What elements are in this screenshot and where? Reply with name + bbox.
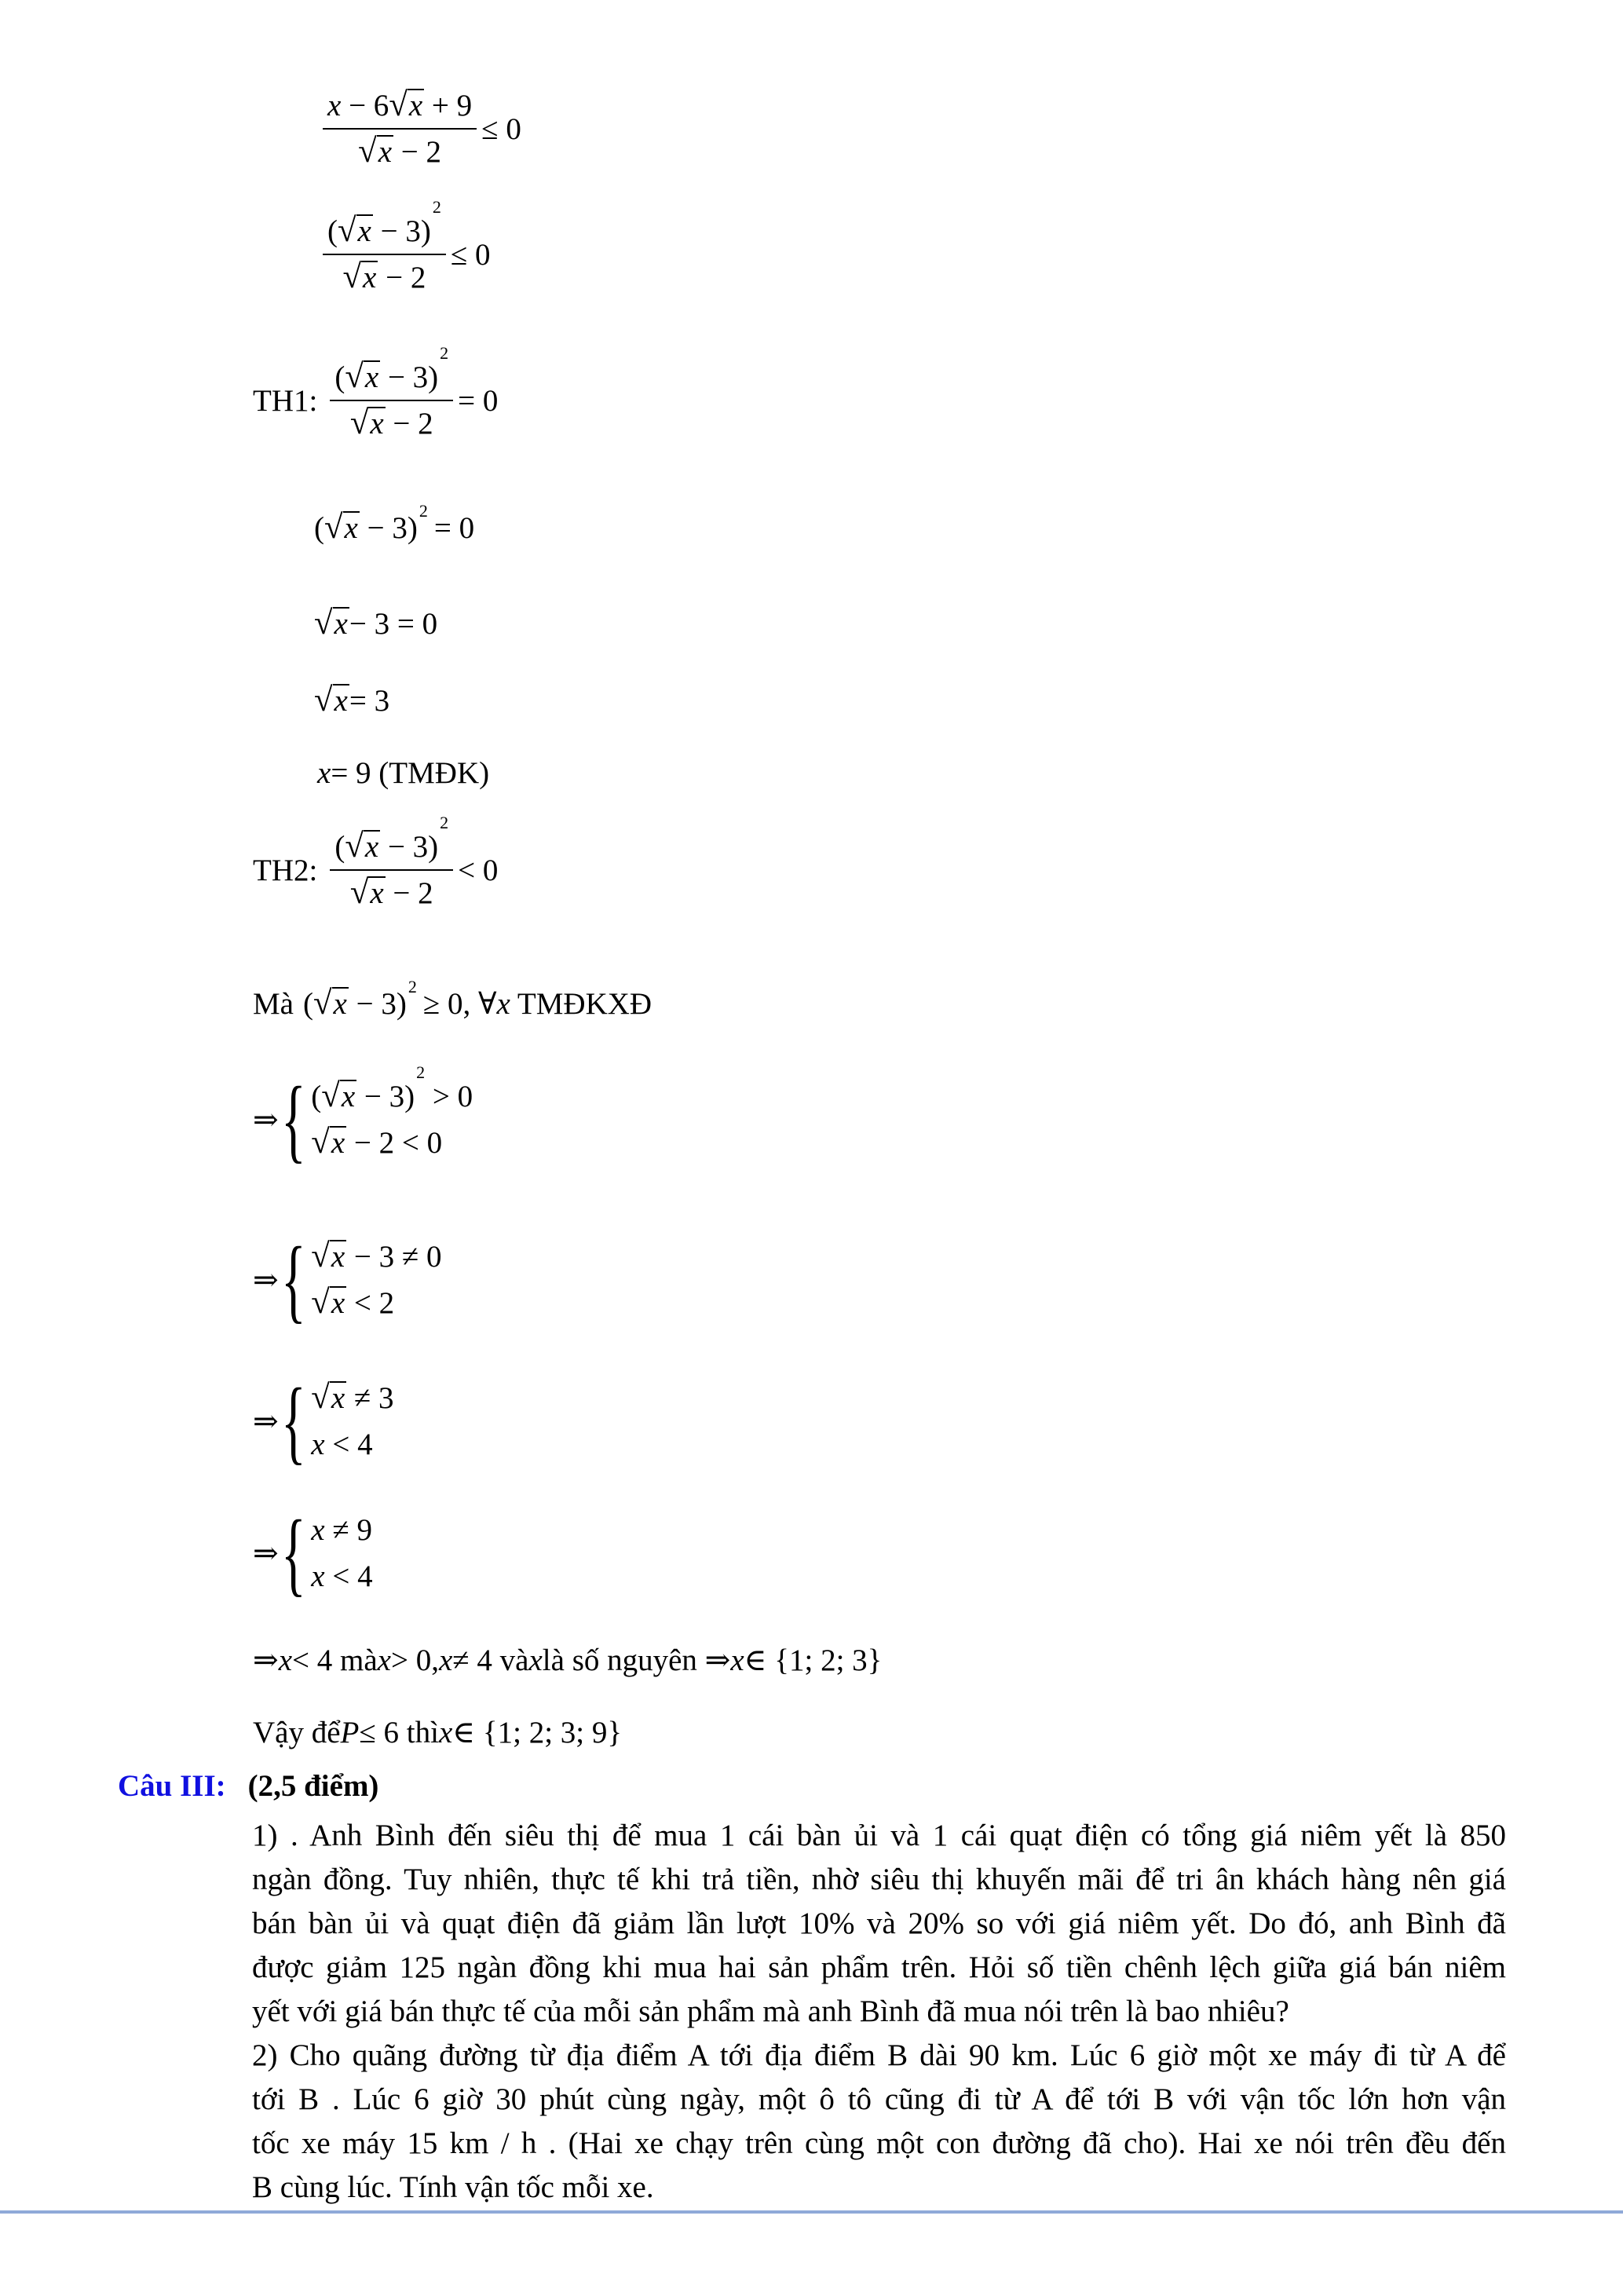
implies-arrow: ⇒ xyxy=(253,1404,279,1439)
fraction xyxy=(330,813,453,911)
implies-arrow: ⇒ xyxy=(253,1102,279,1137)
text-line: tới B . Lúc 6 giờ 30 phút cùng ngày, một ô tô cũng đi từ A để tới B với vận tốc lớn hơn vận xyxy=(252,2082,1506,2116)
denominator: √ x − 2 xyxy=(349,874,433,911)
equation-step: √ x = 3 xyxy=(314,682,390,719)
conclusion-step: ⇒ x < 4 mà x > 0, x ≠ 4 và x là số nguyên ⇒ x ∈ {1; 2; 3} xyxy=(253,1643,883,1677)
denominator: √ x − 2 xyxy=(349,404,433,441)
system-line: x ≠ 9 xyxy=(311,1513,373,1547)
text-line: 2) Cho quãng đường từ địa điểm A tới địa điểm B dài 90 km. Lúc 6 giờ một xe máy đi từ A để xyxy=(252,2038,1506,2072)
system-2 xyxy=(253,1227,442,1332)
case-2 xyxy=(253,813,499,911)
denominator: √ x − 2 xyxy=(342,258,426,295)
fraction xyxy=(323,197,446,295)
brace: { xyxy=(280,1369,306,1473)
case-label: TH1: xyxy=(253,383,318,418)
exponent: 2 xyxy=(416,1062,426,1082)
brace: { xyxy=(280,1501,306,1605)
question-heading xyxy=(118,1768,378,1804)
implies-arrow: ⇒ xyxy=(253,1536,279,1570)
question-label: Câu III: xyxy=(118,1769,226,1803)
system-line: √ x < 2 xyxy=(311,1284,395,1321)
system-line: √ x − 3 ≠ 0 xyxy=(311,1238,442,1274)
observation xyxy=(253,976,652,1022)
conclusion: Vậy để P ≤ 6 thì x ∈ {1; 2; 3; 9} xyxy=(253,1716,623,1749)
text-line: tốc xe máy 15 km / h . (Hai xe chạy trên cùng một con đường đã cho). Hai xe nói trên đều đến xyxy=(252,2126,1506,2160)
fraction xyxy=(323,88,477,170)
system-4 xyxy=(253,1501,373,1605)
exponent: 2 xyxy=(432,197,441,217)
system-3 xyxy=(253,1369,394,1473)
relation: = 0 xyxy=(458,383,499,418)
case-label: TH2: xyxy=(253,853,318,887)
relation: ≤ 0 xyxy=(450,237,491,272)
system-line: x < 4 xyxy=(311,1428,373,1461)
implies-arrow: ⇒ xyxy=(253,1263,279,1297)
inequality-1 xyxy=(318,88,521,170)
relation: ≤ 0 xyxy=(481,112,521,146)
equation-result: x = 9 (TMĐK) xyxy=(317,756,490,790)
fraction xyxy=(330,343,453,441)
system-line: x < 4 xyxy=(311,1559,373,1593)
case-1 xyxy=(253,343,499,441)
numerator: ( √ x − 3) xyxy=(334,828,439,865)
relation: ≥ 0, ∀x TMĐKXĐ xyxy=(422,987,652,1021)
relation: = 0 xyxy=(433,511,475,545)
text-line: được giảm 125 ngàn đồng khi mua hai sản phẩm trên. Hỏi số tiền chênh lệch giữa giá bán niêm xyxy=(252,1951,1506,1984)
question-body xyxy=(252,1814,1506,2210)
text-line: bán bàn ủi và quạt điện đã giảm lần lượt 10% và 20% so với giá niêm yết. Do đó, anh Bình đã xyxy=(252,1907,1506,1940)
exponent: 2 xyxy=(440,813,449,832)
brace: { xyxy=(280,1067,306,1172)
inequality-2 xyxy=(318,197,491,295)
equation-step: √ x − 3 = 0 xyxy=(314,605,438,642)
base: ( √ x − 3) xyxy=(303,985,407,1022)
equation-square xyxy=(314,500,475,546)
denominator: √ x − 2 xyxy=(358,133,442,170)
text-line: yết với giá bán thực tế của mỗi sản phẩm mà anh Bình đã mua nói trên là bao nhiêu? xyxy=(252,1994,1289,2028)
numerator: ( √ x − 3) xyxy=(327,212,431,249)
system-line: ( √ x − 3) xyxy=(311,1077,415,1114)
text: Mà xyxy=(253,987,294,1021)
exponent: 2 xyxy=(408,976,417,996)
text-line: 1) . Anh Bình đến siêu thị để mua 1 cái bàn ủi và 1 cái quạt điện có tổng giá niêm yết là 850 xyxy=(252,1819,1506,1852)
base: ( √ x − 3) xyxy=(314,509,418,546)
exponent: 2 xyxy=(440,343,449,363)
brace: { xyxy=(280,1227,306,1332)
text-line: B cùng lúc. Tính vận tốc mỗi xe. xyxy=(252,2170,654,2204)
relation: < 0 xyxy=(458,853,499,887)
numerator: ( √ x − 3) xyxy=(334,358,439,395)
system-1 xyxy=(253,1062,473,1172)
relation: > 0 xyxy=(432,1080,473,1113)
question-points: (2,5 điểm) xyxy=(247,1769,379,1803)
exponent: 2 xyxy=(419,500,428,521)
text-line: ngàn đồng. Tuy nhiên, thực tế khi trả tiền, nhờ siêu thị khuyến mãi để tri ân khách hàng nên giá xyxy=(252,1863,1506,1896)
system-line: √ x − 2 < 0 xyxy=(311,1124,443,1161)
numerator: x − 6 √ x + 9 xyxy=(323,88,477,130)
system-line: √ x ≠ 3 xyxy=(311,1379,394,1416)
footer-rule xyxy=(0,2210,1623,2214)
